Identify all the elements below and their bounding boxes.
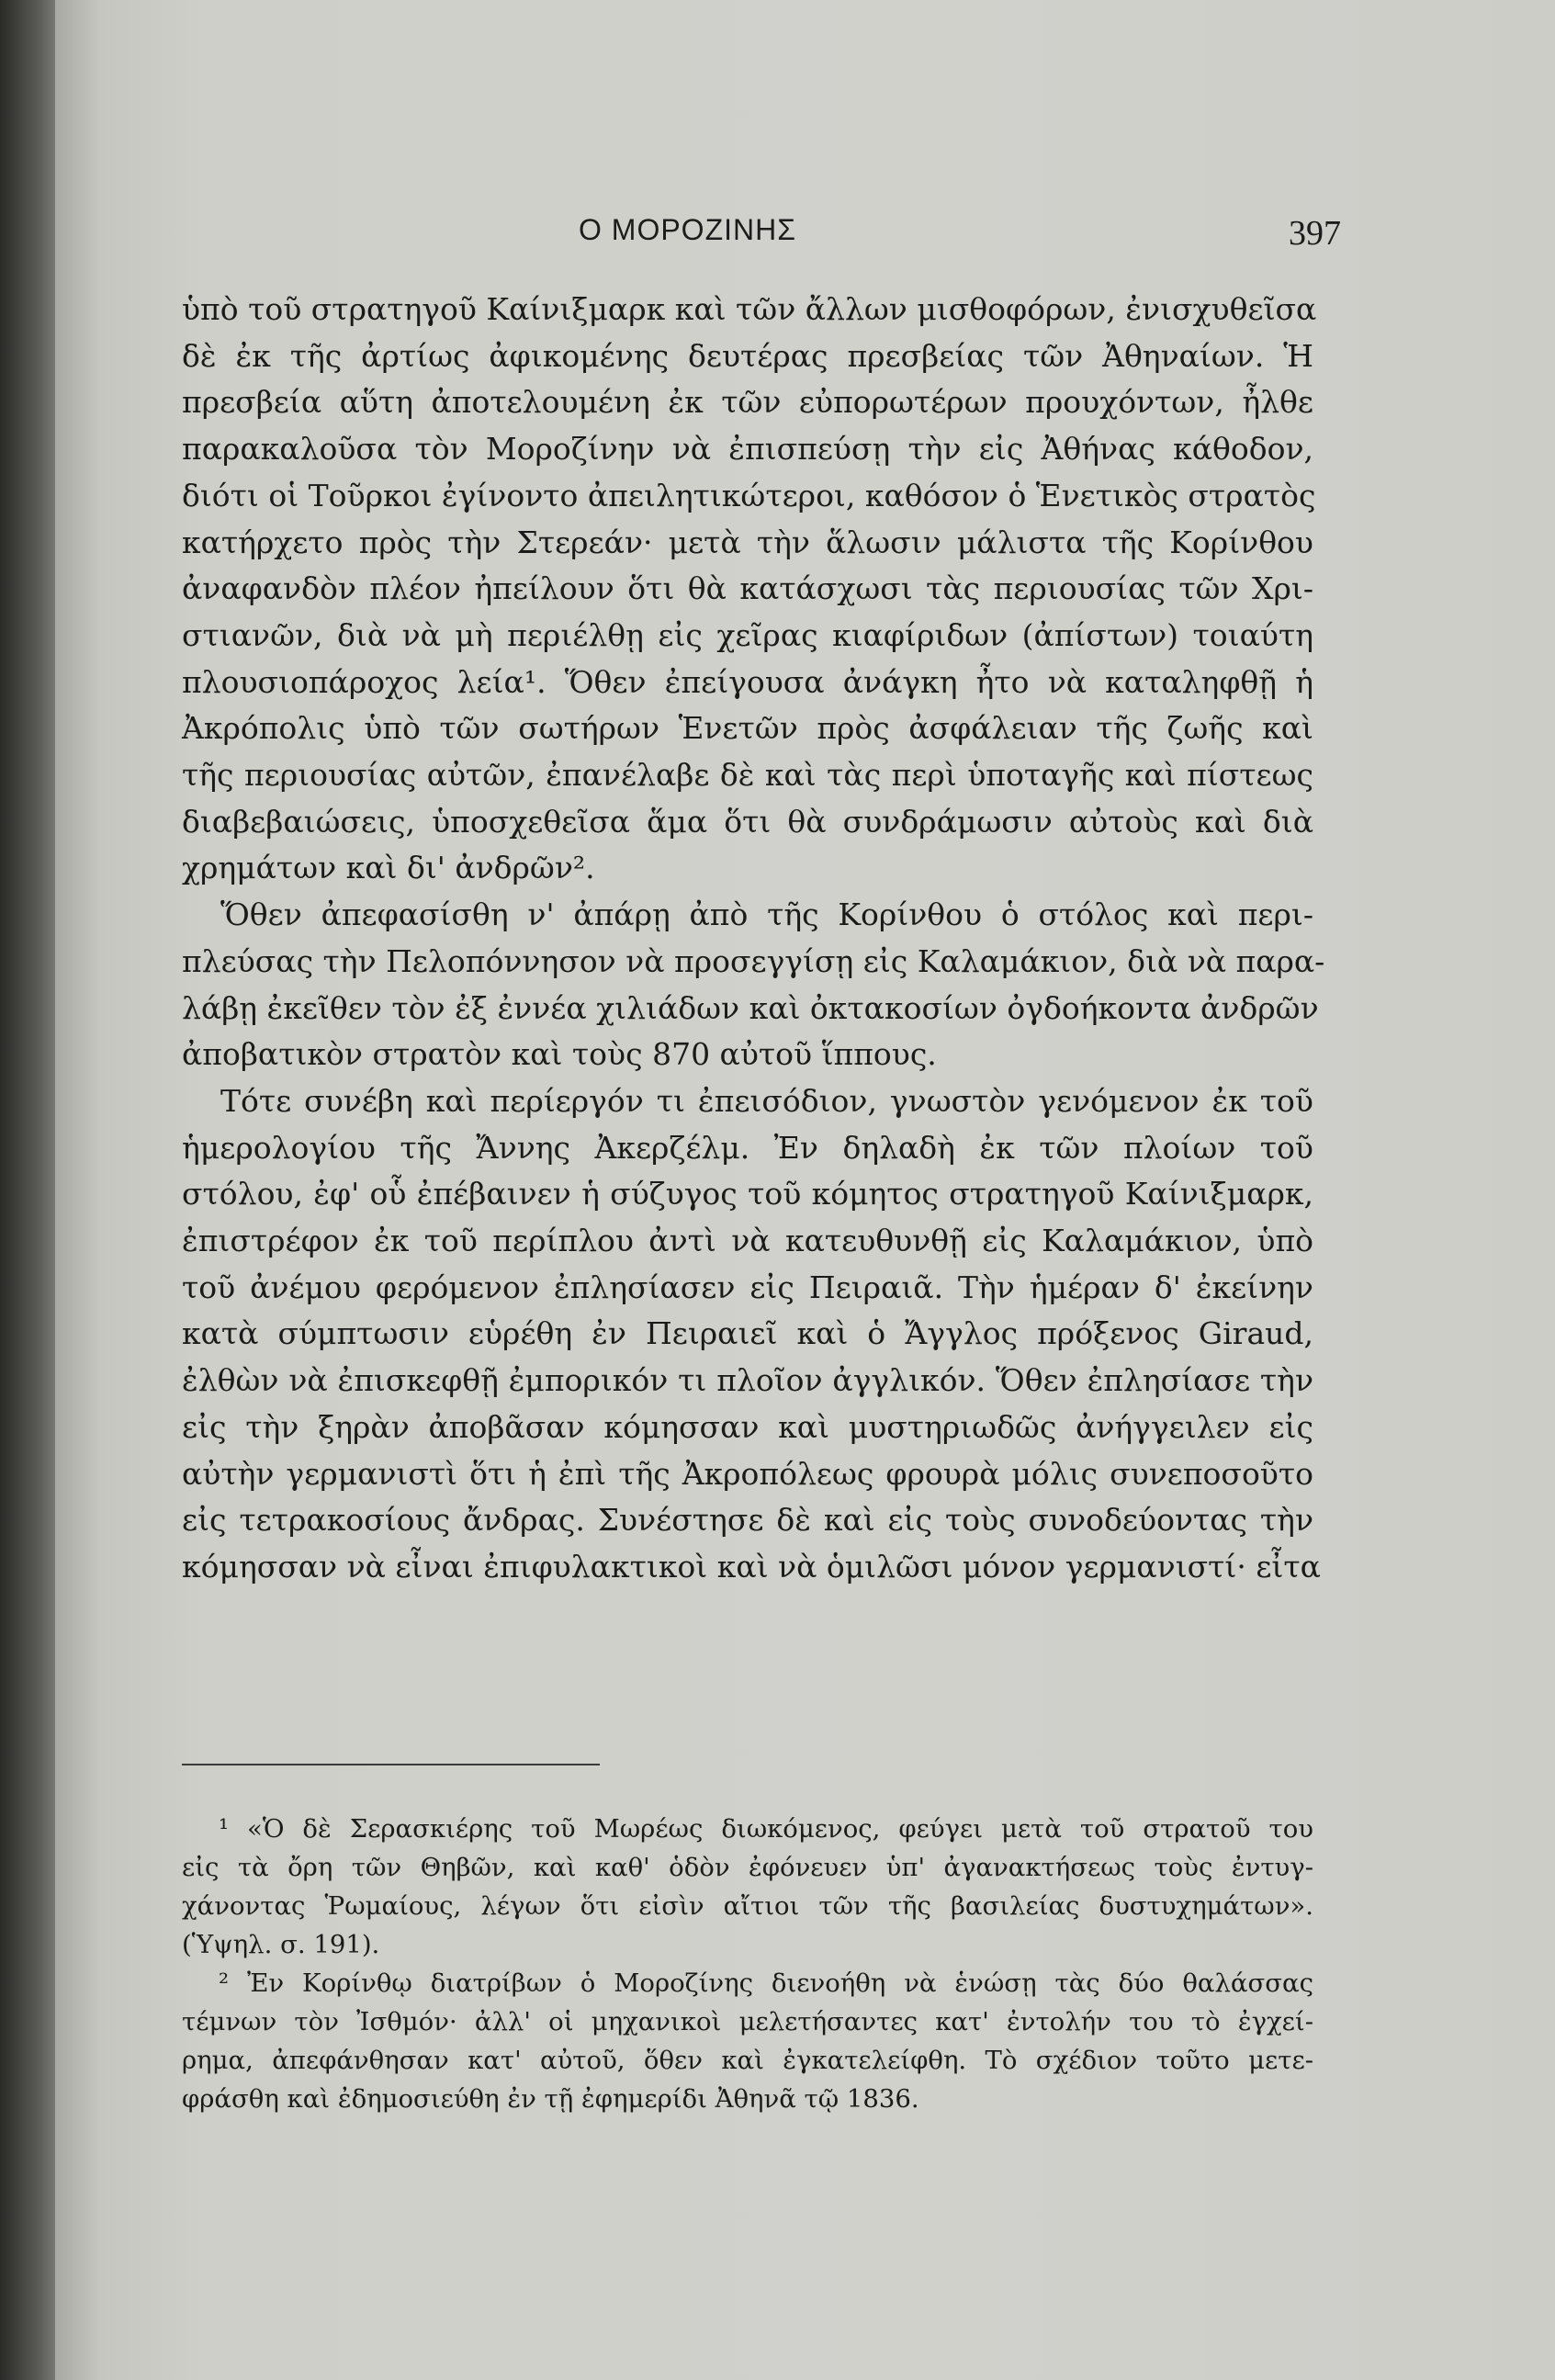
text-line: ἀποβατικὸν στρατὸν καὶ τοὺς 870 αὐτοῦ ἵππους.: [182, 1036, 937, 1073]
text-line: πλουσιοπάροχος λεία¹. Ὅθεν ἐπείγουσα ἀνάγκη ἦτο νὰ καταληφθῇ ἡ: [182, 663, 1313, 700]
text-line: εἰς τετρακοσίους ἄνδρας. Συνέστησε δὲ καὶ εἰς τοὺς συνοδεύοντας τὴν: [182, 1502, 1313, 1539]
text-line: στιανῶν, διὰ νὰ μὴ περιέλθῃ εἰς χεῖρας κιαφίριδων (ἀπίστων) τοιαύτη: [182, 616, 1313, 653]
text-line: δὲ ἐκ τῆς ἀρτίως ἀφικομένης δευτέρας πρεσβείας τῶν Ἀθηναίων. Ἡ: [182, 337, 1313, 374]
text-line: ἡμερολογίου τῆς Ἄννης Ἀκερζέλμ. Ἐν δηλαδὴ ἐκ τῶν πλοίων τοῦ: [182, 1129, 1313, 1166]
text-line: χρημάτων καὶ δι' ἀνδρῶν².: [182, 850, 595, 886]
text-line: διότι οἱ Τοῦρκοι ἐγίνοντο ἀπειλητικώτεροι, καθόσον ὁ Ἑνετικὸς στρατὸς: [182, 477, 1316, 513]
footnote-line: τέμνων τὸν Ἰσθμόν· ἀλλ' οἱ μηχανικοὶ μελετήσαντες κατ' ἐντολήν του τὸ ἐγχεί-: [182, 2007, 1313, 2036]
text-line: ἀναφανδὸν πλέον ἠπείλουν ὅτι θὰ κατάσχωσι τὰς περιουσίας τῶν Χρι-: [182, 570, 1313, 607]
text-line: ἐπιστρέφον ἐκ τοῦ περίπλου ἀντὶ νὰ κατευθυνθῇ εἰς Καλαμάκιον, ὑπὸ: [182, 1223, 1313, 1259]
text-line: ἐλθὼν νὰ ἐπισκεφθῇ ἐμπορικόν τι πλοῖον ἀγγλικόν. Ὅθεν ἐπλησίασε τὴν: [182, 1362, 1313, 1399]
text-line: εἰς τὴν ξηρὰν ἀποβᾶσαν κόμησσαν καὶ μυστηριωδῶς ἀνήγγειλεν εἰς: [182, 1408, 1313, 1445]
text-line: παρακαλοῦσα τὸν Μοροζίνην νὰ ἐπισπεύσῃ τὴν εἰς Ἀθήνας κάθοδον,: [182, 431, 1313, 468]
text-line: κατήρχετο πρὸς τὴν Στερεάν· μετὰ τὴν ἅλωσιν μάλιστα τῆς Κορίνθου: [182, 524, 1313, 560]
page-header: [579, 213, 1341, 268]
text-line: στόλου, ἐφ' οὗ ἐπέβαινεν ἡ σύζυγος τοῦ κόμητος στρατηγοῦ Καίνιξμαρκ,: [182, 1176, 1313, 1213]
text-line: κόμησσαν νὰ εἶναι ἐπιφυλακτικοὶ καὶ νὰ ὁμιλῶσι μόνον γερμανιστί· εἶτα: [182, 1548, 1321, 1585]
text-line: τοῦ ἀνέμου φερόμενον ἐπλησίασεν εἰς Πειραιᾶ. Τὴν ἡμέραν δ' ἐκείνην: [182, 1269, 1313, 1305]
text-line: ὑπὸ τοῦ στρατηγοῦ Καίνιξμαρκ καὶ τῶν ἄλλων μισθοφόρων, ἐνισχυθεῖσα: [182, 291, 1317, 327]
footnotes: [182, 1810, 1313, 2118]
text-line: πλεύσας τὴν Πελοπόννησον νὰ προσεγγίσῃ εἰς Καλαμάκιον, διὰ νὰ παρα-: [182, 942, 1325, 979]
footnote-line: ρημα, ἀπεφάνθησαν κατ' αὐτοῦ, ὅθεν καὶ ἐγκατελείφθη. Τὸ σχέδιον τοῦτο μετε-: [182, 2046, 1313, 2075]
text-line: λάβῃ ἐκεῖθεν τὸν ἐξ ἐννέα χιλιάδων καὶ ὀκτακοσίων ὀγδοήκοντα ἀνδρῶν: [182, 989, 1319, 1026]
running-head: Ο ΜΟΡΟΖΙΝΗΣ: [579, 213, 796, 246]
footnote-separator: [182, 1764, 600, 1765]
footnote-line: φράσθη καὶ ἐδημοσιεύθη ἐν τῇ ἐφημερίδι Ἀθηνᾶ τῷ 1836.: [182, 2084, 919, 2114]
page-number: 397: [1289, 214, 1341, 253]
footnote-line: ² Ἐν Κορίνθῳ διατρίβων ὁ Μοροζίνης διενοήθη νὰ ἑνώσῃ τὰς δύο θαλάσσας: [219, 1968, 1313, 1998]
footnote-line: χάνοντας Ῥωμαίους, λέγων ὅτι εἰσὶν αἴτιοι τῶν τῆς βασιλείας δυστυχημάτων».: [182, 1891, 1313, 1921]
footnote-line: εἰς τὰ ὄρη τῶν Θηβῶν, καὶ καθ' ὁδὸν ἐφόνευεν ὑπ' ἀγανακτήσεως τοὺς ἐντυγ-: [182, 1853, 1313, 1882]
text-line: Ἀκρόπολις ὑπὸ τῶν σωτήρων Ἑνετῶν πρὸς ἀσφάλειαν τῆς ζωῆς καὶ: [182, 710, 1313, 747]
main-text: [182, 287, 1325, 1591]
text-line: πρεσβεία αὕτη ἀποτελουμένη ἐκ τῶν εὐπορωτέρων προυχόντων, ἦλθε: [182, 384, 1313, 421]
footnote-line: (Ὑψηλ. σ. 191).: [182, 1930, 380, 1959]
text-line: Τότε συνέβη καὶ περίεργόν τι ἐπεισόδιον, γνωστὸν γενόμενον ἐκ τοῦ: [220, 1082, 1313, 1119]
text-line: Ὅθεν ἀπεφασίσθη ν' ἀπάρῃ ἀπὸ τῆς Κορίνθου ὁ στόλος καὶ περι-: [220, 897, 1313, 933]
text-line: αὐτὴν γερμανιστὶ ὅτι ἡ ἐπὶ τῆς Ἀκροπόλεως φρουρὰ μόλις συνεποσοῦτο: [182, 1455, 1313, 1492]
text-line: κατὰ σύμπτωσιν εὑρέθη ἐν Πειραιεῖ καὶ ὁ Ἄγγλος πρόξενος Giraud,: [182, 1315, 1313, 1352]
footnote-line: ¹ «Ὁ δὲ Σερασκιέρης τοῦ Μωρέως διωκόμενος, φεύγει μετὰ τοῦ στρατοῦ του: [219, 1814, 1313, 1844]
text-line: διαβεβαιώσεις, ὑποσχεθεῖσα ἅμα ὅτι θὰ συνδράμωσιν αὐτοὺς καὶ διὰ: [182, 803, 1313, 840]
text-line: τῆς περιουσίας αὐτῶν, ἐπανέλαβε δὲ καὶ τὰς περὶ ὑποταγῆς καὶ πίστεως: [182, 757, 1313, 794]
